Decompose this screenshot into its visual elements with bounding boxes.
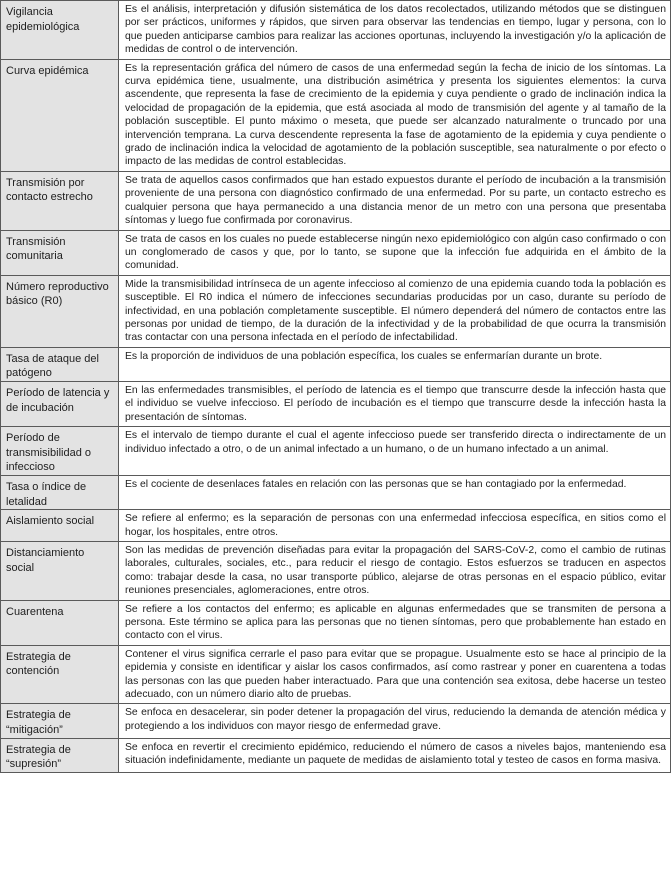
definition-cell: Se trata de aquellos casos confirmados que han estado expuestos durante el período de incubación a la transmisión proveniente de una persona con diagnóstico confirmado de una enfermedad. Por su parte, un contacto estrecho es cualquier persona que haya permanecido a una distancia menor de un metro con una persona que presentaba síntomas y luego fue confirmada por coronavirus. <box>119 171 671 230</box>
definition-cell: Es la proporción de individuos de una población específica, los cuales se enfermarían durante un brote. <box>119 347 671 381</box>
definition-cell: Se refiere a los contactos del enfermo; es aplicable en algunas enfermedades que se transmiten de persona a persona. Este término se aplica para las personas que no tienen síntomas, pero que probablemente han estado en contacto con el virus. <box>119 600 671 645</box>
table-row <box>1 275 671 347</box>
term-cell: Vigilancia epidemiológica <box>1 1 119 60</box>
table-row <box>1 541 671 600</box>
term-cell: Transmisión por contacto estrecho <box>1 171 119 230</box>
definition-cell: Se enfoca en revertir el crecimiento epidémico, reduciendo el número de casos a niveles bajos, manteniendo esa situación indefinidamente, mediante un paquete de medidas de aislamiento total y testeo de casos en forma masiva. <box>119 738 671 772</box>
term-cell: Período de transmisibilidad o infeccioso <box>1 427 119 476</box>
term-cell: Estrategia de contención <box>1 645 119 704</box>
term-cell: Número reproductivo básico (R0) <box>1 275 119 347</box>
table-row <box>1 59 671 171</box>
definition-cell: Se refiere al enfermo; es la separación de personas con una enfermedad infecciosa específica, en sitios como el hogar, los hospitales, entre otros. <box>119 510 671 542</box>
term-cell: Cuarentena <box>1 600 119 645</box>
term-cell: Período de latencia y de incubación <box>1 381 119 426</box>
glossary-body <box>1 1 671 773</box>
table-row <box>1 738 671 772</box>
table-row <box>1 600 671 645</box>
term-cell: Estrategia de “mitigación” <box>1 704 119 738</box>
table-row <box>1 230 671 275</box>
term-cell: Aislamiento social <box>1 510 119 542</box>
term-cell: Distanciamiento social <box>1 541 119 600</box>
definition-cell: Es el intervalo de tiempo durante el cual el agente infeccioso puede ser transferido directa o indirectamente de un individuo infectado a otro, o de un animal infectado a un humano, o de un humano infectado a un animal. <box>119 427 671 476</box>
definition-cell: Se enfoca en desacelerar, sin poder detener la propagación del virus, reduciendo la demanda de atención médica y protegiendo a los individuos con mayor riesgo de enfermedad grave. <box>119 704 671 738</box>
term-cell: Curva epidémica <box>1 59 119 171</box>
table-row <box>1 475 671 509</box>
table-row <box>1 171 671 230</box>
definition-cell: Es la representación gráfica del número de casos de una enfermedad según la fecha de inicio de los síntomas. La curva epidémica tiene, usualmente, una distribución asimétrica y presenta los siguientes elementos: la curva ascendente, que representa la fase de crecimiento de la epidemia y cuya pendiente o grado de inclinación indica la velocidad de propagación de la epidemia, que está asociada al modo de transmisión del agente y al tamaño de la población susceptible. El punto máximo o meseta, que puede ser alcanzado naturalmente o truncado por una intervención temprana. La curva descendente representa la fase de agotamiento de la epidemia y cuya pendiente o grado de inclinación indica la velocidad de agotamiento de la población susceptible, sea naturalmente o por efecto o impacto de las medidas de control establecidas. <box>119 59 671 171</box>
definition-cell: Es el cociente de desenlaces fatales en relación con las personas que se han contagiado por la enfermedad. <box>119 475 671 509</box>
definition-cell: En las enfermedades transmisibles, el período de latencia es el tiempo que transcurre desde la infección hasta que el individuo se vuelve infeccioso. El período de incubación es el tiempo que transcurre desde la infección hasta la presentación de síntomas. <box>119 381 671 426</box>
table-row <box>1 427 671 476</box>
table-row <box>1 381 671 426</box>
table-row <box>1 510 671 542</box>
definition-cell: Se trata de casos en los cuales no puede establecerse ningún nexo epidemiológico con algún caso confirmado o con un conglomerado de casos y que, por lo tanto, se supone que la infección fue adquirida en el ámbito de la comunidad. <box>119 230 671 275</box>
definition-cell: Mide la transmisibilidad intrínseca de un agente infeccioso al comienzo de una epidemia cuando toda la población es susceptible. El R0 indica el número de infecciones secundarias producidas por un caso, durante su período de infectividad, en una población completamente susceptible. El número dependerá del número de contactos entre las personas por unidad de tiempo, de la duración de la infectividad y de la probabilidad de que ocurra la transmisión tras contactar con una persona infectada en el período de infectabilidad. <box>119 275 671 347</box>
table-row <box>1 704 671 738</box>
table-row <box>1 347 671 381</box>
definition-cell: Son las medidas de prevención diseñadas para evitar la propagación del SARS-CoV-2, como el cambio de rutinas laborales, culturales, sociales, etc., para reducir el riesgo de contagio. Estos esfuerzos se traducen en aspectos como: trabajar desde la casa, no usar transporte público, alejarse de otras personas en el espacio público, evitar reuniones presenciales, aglomeraciones, entre otros. <box>119 541 671 600</box>
definition-cell: Es el análisis, interpretación y difusión sistemática de los datos recolectados, utilizando métodos que se distinguen por ser prácticos, uniformes y rápidos, que sirven para observar las tendencias en tiempo, lugar y persona, con lo que pueden anticiparse cambios para realizar las acciones oportunas, incluyendo la investigación y/o la aplicación de medidas de control o de intervención. <box>119 1 671 60</box>
term-cell: Estrategia de “supresión” <box>1 738 119 772</box>
term-cell: Tasa de ataque del patógeno <box>1 347 119 381</box>
term-cell: Transmisión comunitaria <box>1 230 119 275</box>
definition-cell: Contener el virus significa cerrarle el paso para evitar que se propague. Usualmente esto se hace al principio de la epidemia y consiste en identificar y aislar los casos confirmados, así como rastrear y poner en cuarentena a todas las personas con las que pueden haber interactuado. Para que una contención sea exitosa, debe hacerse un testeo adecuado, con un número diario alto de pruebas. <box>119 645 671 704</box>
term-cell: Tasa o índice de letalidad <box>1 475 119 509</box>
table-row <box>1 645 671 704</box>
table-row <box>1 1 671 60</box>
